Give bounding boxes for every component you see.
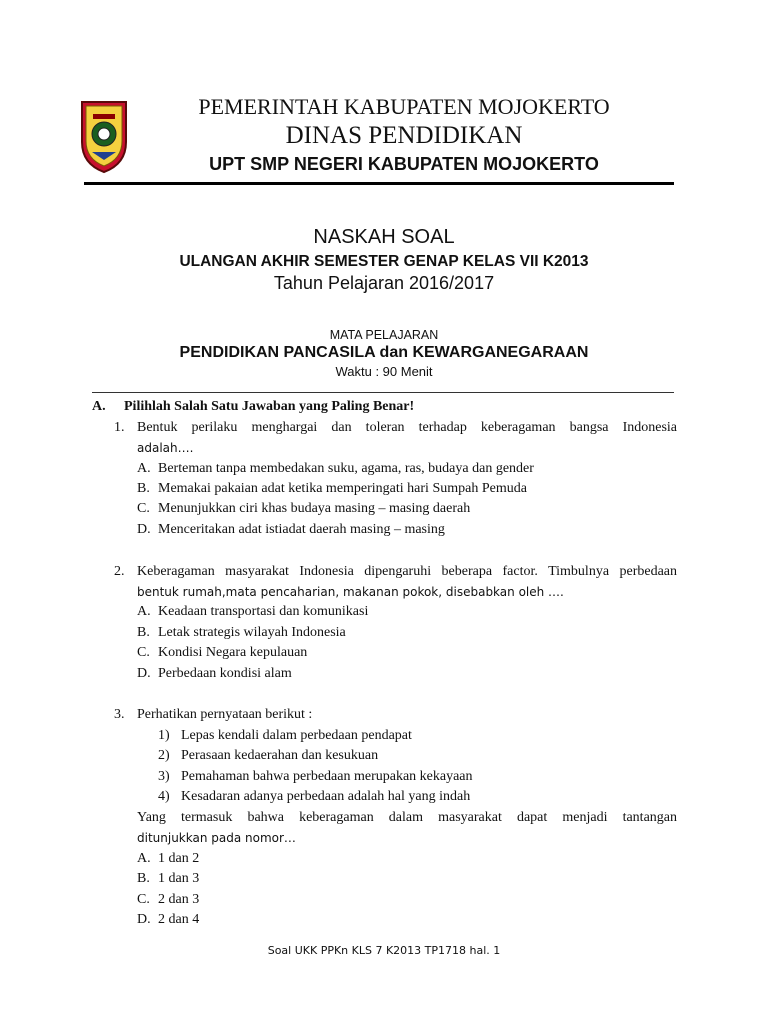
statement-number: 2)	[158, 748, 170, 763]
school-year: Tahun Pelajaran 2016/2017	[273, 273, 495, 293]
option-letter: D.	[137, 666, 151, 681]
statement-number: 1)	[158, 728, 170, 743]
question-stem: ditunjukkan pada nomor…	[137, 831, 296, 845]
statement-text: Kesadaran adanya perbedaan adalah hal yang indah	[181, 789, 471, 804]
option-letter: D.	[137, 522, 151, 537]
option-letter: D.	[137, 912, 151, 927]
option-text: Menceritakan adat istiadat daerah masing – masing	[158, 522, 445, 537]
option-letter: A.	[137, 461, 151, 476]
statement-number: 3)	[158, 769, 170, 784]
option-letter: A.	[137, 604, 151, 619]
question-text: Bentuk perilaku menghargai dan toleran terhadap keberagaman bangsa Indonesia	[137, 420, 677, 435]
question-text: bentuk rumah,mata pencaharian, makanan pokok, disebabkan oleh ….	[137, 585, 564, 599]
option-text: 1 dan 2	[158, 851, 200, 866]
section-instruction: Pilihlah Salah Satu Jawaban yang Paling Benar!	[124, 399, 415, 414]
question-stem: Yang termasuk bahwa keberagaman dalam masyarakat dapat menjadi tantangan	[137, 810, 677, 825]
question-text: Perhatikan pernyataan berikut :	[137, 707, 313, 722]
header-department: DINAS PENDIDIKAN	[285, 122, 523, 149]
section-letter: A.	[92, 399, 106, 414]
option-text: 1 dan 3	[158, 871, 200, 886]
question-text: Keberagaman masyarakat Indonesia dipengaruhi beberapa factor. Timbulnya perbedaan	[137, 564, 677, 579]
exam-name: ULANGAN AKHIR SEMESTER GENAP KELAS VII K2013	[179, 253, 589, 270]
option-text: 2 dan 3	[158, 892, 200, 907]
option-letter: B.	[137, 481, 150, 496]
header-divider	[84, 182, 674, 185]
option-text: Perbedaan kondisi alam	[158, 666, 292, 681]
option-text: Kondisi Negara kepulauan	[158, 645, 308, 660]
title-divider	[92, 392, 674, 393]
option-text: Keadaan transportasi dan komunikasi	[158, 604, 369, 619]
option-text: Menunjukkan ciri khas budaya masing – masing daerah	[158, 501, 471, 516]
time-limit: Waktu : 90 Menit	[335, 364, 433, 379]
page-footer: Soal UKK PPKn KLS 7 K2013 TP1718 hal. 1	[267, 944, 501, 957]
option-text: Letak strategis wilayah Indonesia	[158, 625, 346, 640]
question-number: 2.	[114, 564, 125, 579]
option-letter: C.	[137, 501, 150, 516]
statement-number: 4)	[158, 789, 170, 804]
option-letter: C.	[137, 892, 150, 907]
option-letter: C.	[137, 645, 150, 660]
question-text: adalah….	[137, 441, 194, 455]
header-school: UPT SMP NEGERI KABUPATEN MOJOKERTO	[209, 154, 599, 174]
subject-label: MATA PELAJARAN	[329, 328, 439, 342]
statement-text: Perasaan kedaerahan dan kesukuan	[181, 748, 379, 763]
statement-text: Pemahaman bahwa perbedaan merupakan kekayaan	[181, 769, 473, 784]
option-text: Memakai pakaian adat ketika memperingati hari Sumpah Pemuda	[158, 481, 527, 496]
header-government: PEMERINTAH KABUPATEN MOJOKERTO	[198, 94, 610, 119]
option-text: Berteman tanpa membedakan suku, agama, ras, budaya dan gender	[158, 461, 534, 476]
option-letter: B.	[137, 625, 150, 640]
statement-text: Lepas kendali dalam perbedaan pendapat	[181, 728, 412, 743]
option-letter: B.	[137, 871, 150, 886]
option-letter: A.	[137, 851, 151, 866]
doc-title: NASKAH SOAL	[313, 226, 455, 248]
question-number: 1.	[114, 420, 125, 435]
option-text: 2 dan 4	[158, 912, 200, 927]
question-number: 3.	[114, 707, 125, 722]
subject-name: PENDIDIKAN PANCASILA dan KEWARGANEGARAAN	[179, 344, 589, 361]
